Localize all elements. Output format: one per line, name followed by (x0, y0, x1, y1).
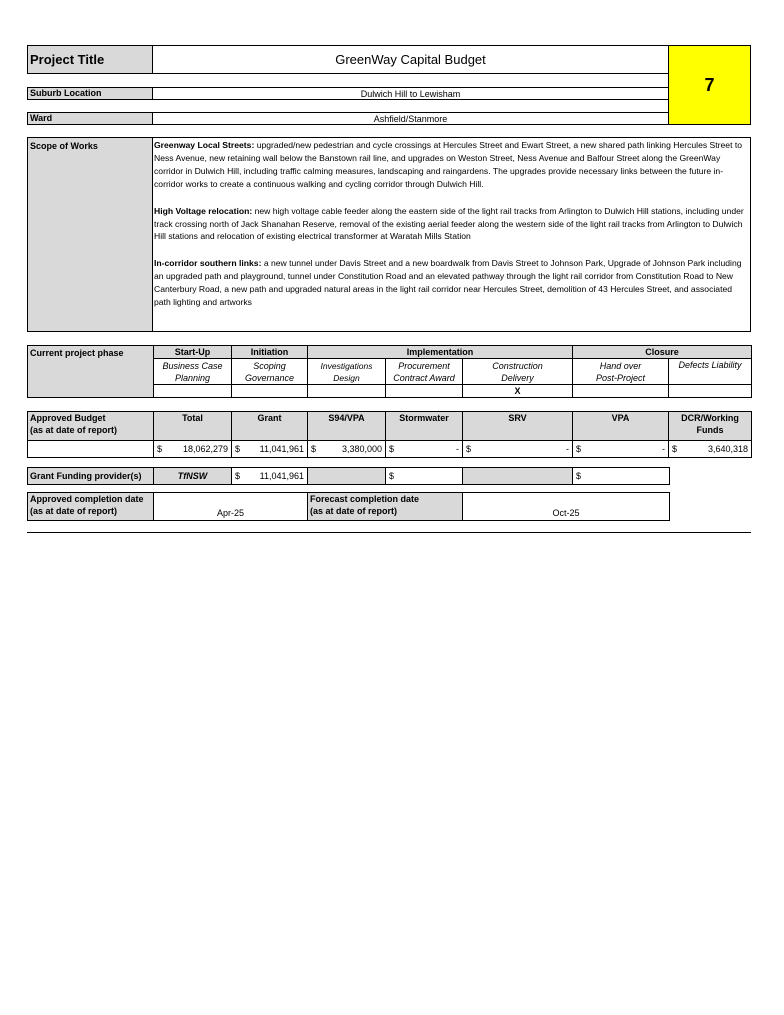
approved-completion-label: Approved completion date (as at date of report) (28, 493, 154, 521)
budget-header-s94: S94/VPA (308, 412, 386, 441)
grant-amount-2: $ (386, 468, 463, 485)
project-title-label: Project Title (27, 45, 153, 74)
phase-group-closure: Closure (573, 346, 752, 359)
stage-handover: Hand over Post-Project (573, 359, 669, 385)
grant-provider-2 (308, 468, 386, 485)
budget-label: Approved Budget (as at date of report) (28, 412, 154, 441)
stage-procurement: Procurement Contract Award (386, 359, 463, 385)
budget-header-grant: Grant (232, 412, 308, 441)
budget-header-vpa: VPA (573, 412, 669, 441)
project-phase-table (27, 345, 752, 398)
budget-header-dcr: DCR/Working Funds (669, 412, 752, 441)
budget-value-blank (28, 441, 154, 458)
stage-defects-liability: Defects Liability (669, 359, 752, 385)
stage-investigations: Investigations Design (308, 359, 386, 385)
budget-header-srv: SRV (463, 412, 573, 441)
stage-scoping: Scoping Governance (232, 359, 308, 385)
bottom-divider (27, 532, 751, 533)
approved-budget-table (27, 411, 752, 458)
grant-funding-table (27, 467, 670, 485)
grant-amount-3: $ (573, 468, 670, 485)
budget-value-dcr: $ 3,640,318 (669, 441, 752, 458)
stage-mark-scoping (232, 385, 308, 398)
phase-group-initiation: Initiation (232, 346, 308, 359)
completion-dates-table (27, 492, 670, 521)
stage-mark-investigations (308, 385, 386, 398)
stage-business-case: Business Case Planning (154, 359, 232, 385)
grant-amount: $ 11,041,961 (232, 468, 308, 485)
scope-paragraph-in-corridor: In-corridor southern links: a new tunnel under Davis Street and a new boardwalk from Davis Street to Johnson Park, Upgrade of Johnson Park including an upgraded path and playground, tunnel under Constitution Road and an elevated pathway through the light rail corridor from Constitution Road to New Canterbury Road, a new path and upgraded natural areas in the light rail corridor near Hercules Street, demolition of 43 Hercules Street, and associated path lighting and artworks (154, 258, 742, 308)
stage-mark-procurement (386, 385, 463, 398)
phase-label: Current project phase (28, 346, 154, 398)
suburb-value: Dulwich Hill to Lewisham (152, 87, 669, 100)
ward-value: Ashfield/Stanmore (152, 112, 669, 125)
stage-construction: Construction Delivery (463, 359, 573, 385)
stage-mark-construction: X (463, 385, 573, 398)
stage-mark-defects-liability (669, 385, 752, 398)
project-title: GreenWay Capital Budget (152, 45, 669, 74)
phase-group-implementation: Implementation (308, 346, 573, 359)
grant-funding-label: Grant Funding provider(s) (28, 468, 154, 485)
stage-mark-business-case (154, 385, 232, 398)
budget-value-total: $ 18,062,279 (154, 441, 232, 458)
budget-value-s94: $ 3,380,000 (308, 441, 386, 458)
scope-paragraph-local-streets: Greenway Local Streets: upgraded/new pedestrian and cycle crossings at Hercules Street and Ewart Street, a new shared path linking Hercules Street to Ness Avenue, new retaining wall below the Banstown rail line, and upgrades on Weston Street, Ness Avenue and Balfour Street along the GreenWay corridor in Dulwich Hill, including traffic calming measures, landscaping and raingardens. The upgrades provide necessary links between the future in-corridor works to create a continuous walking and cycling corridor through Dulwich Hill. (154, 140, 743, 189)
phase-group-startup: Start-Up (154, 346, 232, 359)
budget-header-total: Total (154, 412, 232, 441)
grant-provider: TfNSW (154, 468, 232, 485)
approved-completion-value: Apr-25 (154, 493, 308, 521)
scope-text (152, 137, 751, 332)
forecast-completion-label: Forecast completion date (as at date of report) (308, 493, 463, 521)
budget-value-vpa: $ - (573, 441, 669, 458)
project-number-badge: 7 (668, 45, 751, 125)
suburb-label: Suburb Location (27, 87, 153, 100)
budget-value-srv: $ - (463, 441, 573, 458)
scope-paragraph-high-voltage: High Voltage relocation: new high voltage cable feeder along the eastern side of the light rail tracks from Arlington to Dulwich Hill stations, including under track crossing north of Jack Shanahan Reserve, removal of the existing aerial feeder along the western side of the light rail tracks from Arlington to Dulwich Hill stations and relocation of existing electrical transformer at Waratah Mills Station (154, 205, 744, 242)
forecast-completion-value: Oct-25 (463, 493, 670, 521)
budget-header-stormwater: Stormwater (386, 412, 463, 441)
budget-value-stormwater: $ - (386, 441, 463, 458)
ward-label: Ward (27, 112, 153, 125)
scope-label: Scope of Works (27, 137, 153, 332)
grant-provider-3 (463, 468, 573, 485)
budget-value-grant: $ 11,041,961 (232, 441, 308, 458)
stage-mark-handover (573, 385, 669, 398)
